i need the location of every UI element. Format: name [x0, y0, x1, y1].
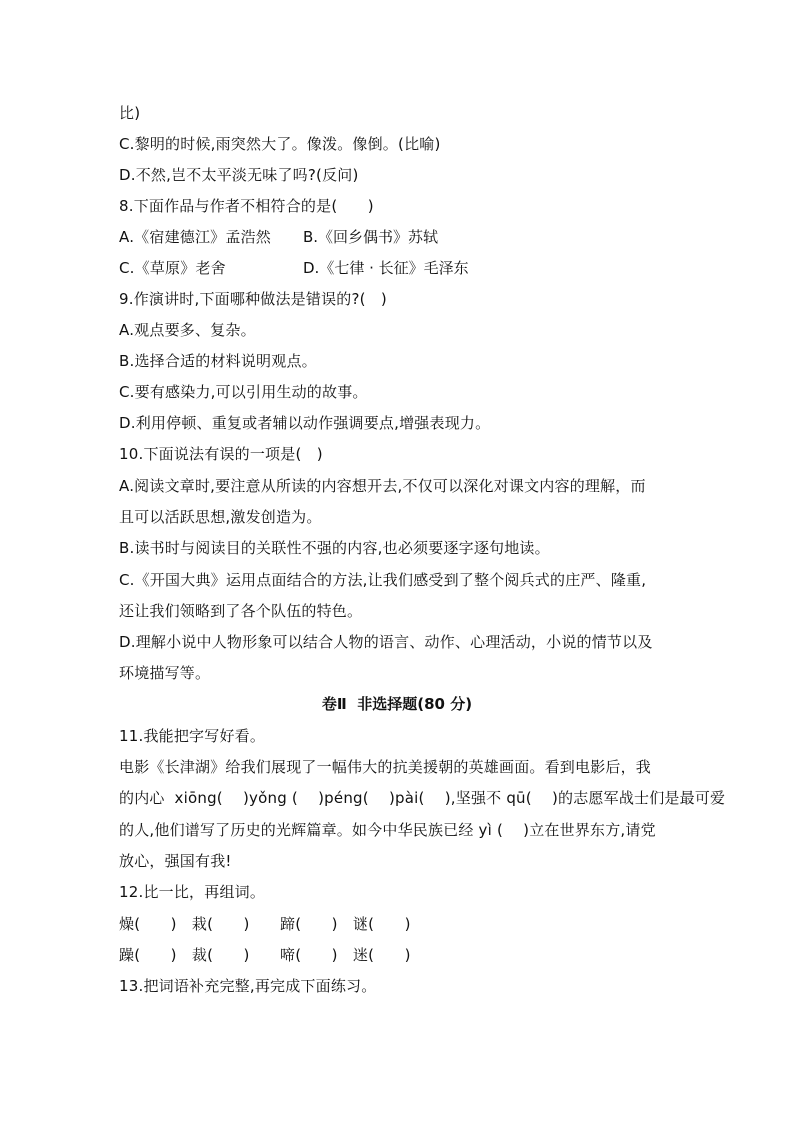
- section-heading: 卷Ⅱ 非选择题(80 分): [321, 695, 473, 713]
- question-8: 8.下面作品与作者不相符合的是( ): [119, 197, 374, 215]
- question-10-option-d-line2: 环境描写等。: [119, 664, 211, 682]
- question-10: 10.下面说法有误的一项是( ): [119, 445, 323, 463]
- question-11-passage-line1: 电影《长津湖》给我们展现了一幅伟大的抗美援朝的英雄画面。看到电影后，我: [119, 758, 652, 776]
- question-11-passage-line4: 放心，强国有我!: [119, 852, 232, 870]
- question-13: 13.把词语补充完整,再完成下面练习。: [119, 977, 377, 995]
- question-11: 11.我能把字写好看。: [119, 727, 266, 745]
- option-c: C.黎明的时候,雨突然大了。像泼。像倒。(比喻): [119, 135, 441, 153]
- question-10-option-c-line1: C.《开国大典》运用点面结合的方法,让我们感受到了整个阅兵式的庄严、隆重,: [119, 571, 647, 589]
- question-8-option-b: B.《回乡偶书》苏轼: [303, 228, 439, 246]
- question-9-option-c: C.要有感染力,可以引用生动的故事。: [119, 383, 368, 401]
- question-8-option-d: D.《七律 · 长征》毛泽东: [303, 259, 469, 277]
- question-9-option-d: D.利用停顿、重复或者辅以动作强调要点,增强表现力。: [119, 414, 491, 432]
- option-d: D.不然,岂不太平淡无味了吗?(反问): [119, 166, 359, 184]
- question-9: 9.作演讲时,下面哪种做法是错误的?( ): [119, 290, 387, 308]
- question-12: 12.比一比，再组词。: [119, 883, 266, 901]
- question-12-row1: 燥( ) 栽( ) 蹄( ) 谜( ): [119, 915, 411, 933]
- question-12-row2: 躁( ) 裁( ) 啼( ) 迷( ): [119, 946, 411, 964]
- text-line: 比): [119, 104, 141, 122]
- question-8-option-a: A.《宿建德江》孟浩然: [119, 228, 271, 246]
- question-10-option-a-line2: 且可以活跃思想,激发创造为。: [119, 508, 322, 526]
- question-11-passage-line2: 的内心 xiōng( )yǒng ( )péng( )pài( ),坚强不 qū( )的志愿军战士们是最可爱: [119, 789, 726, 807]
- question-10-option-c-line2: 还让我们领略到了各个队伍的特色。: [119, 602, 363, 620]
- question-10-option-a-line1: A.阅读文章时,要注意从所读的内容想开去,不仅可以深化对课文内容的理解，而: [119, 477, 646, 495]
- question-11-passage-line3: 的人,他们谱写了历史的光辉篇章。如今中华民族已经 yì ( )立在世界东方,请党: [119, 821, 656, 839]
- question-10-option-d-line1: D.理解小说中人物形象可以结合人物的语言、动作、心理活动，小说的情节以及: [119, 633, 653, 651]
- question-9-option-a: A.观点要多、复杂。: [119, 321, 256, 339]
- question-9-option-b: B.选择合适的材料说明观点。: [119, 352, 317, 370]
- question-10-option-b: B.读书时与阅读目的关联性不强的内容,也必须要逐字逐句地读。: [119, 539, 550, 557]
- question-8-option-c: C.《草原》老舍: [119, 259, 226, 277]
